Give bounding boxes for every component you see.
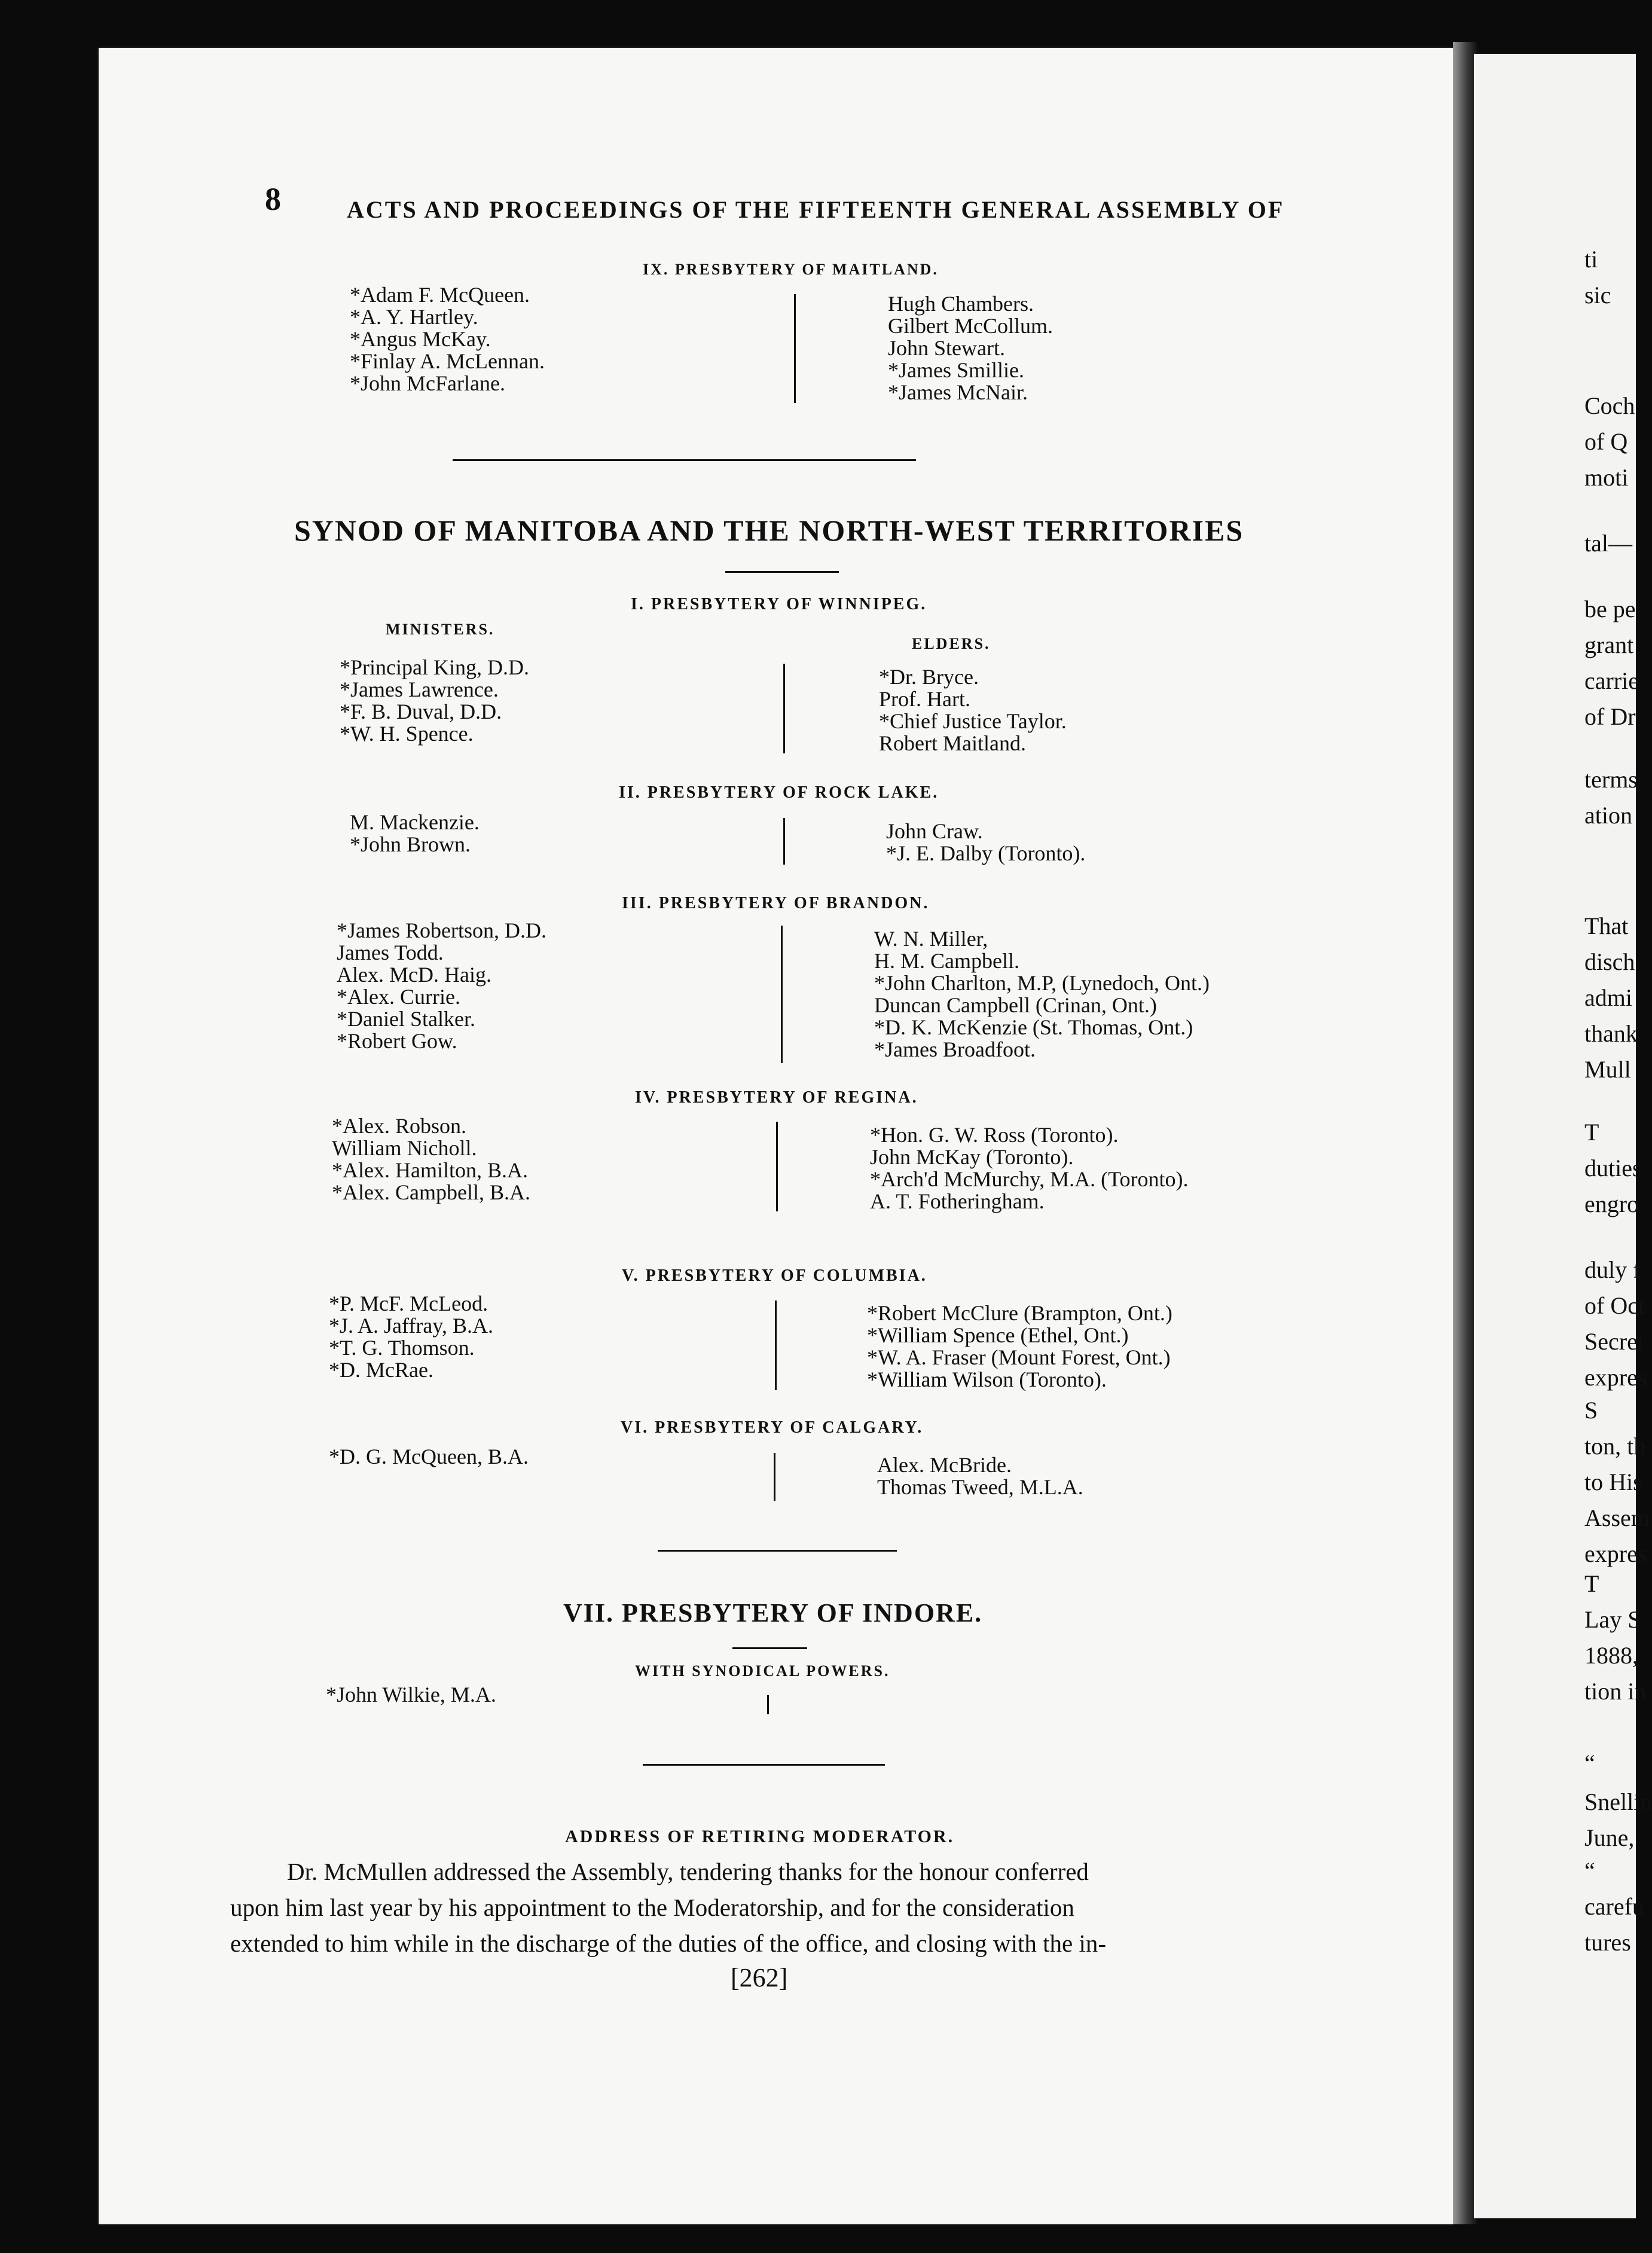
minister-name: *James Lawrence.	[340, 677, 499, 701]
elder-name: John McKay (Toronto).	[870, 1145, 1074, 1169]
paragraph-line: Dr. McMullen addressed the Assembly, tendering thanks for the honour conferred	[287, 1858, 1089, 1885]
minister-name: *Alex. Robson.	[332, 1114, 466, 1138]
facing-page-line: ton, th	[1584, 1433, 1646, 1460]
facing-page-line: T	[1584, 1570, 1599, 1597]
column-divider	[783, 818, 785, 865]
elder-name: Prof. Hart.	[879, 687, 970, 711]
facing-page-line: That	[1584, 912, 1629, 939]
elder-name: *Chief Justice Taylor.	[879, 709, 1067, 733]
winnipeg-elders	[879, 666, 1067, 755]
facing-page	[1474, 54, 1652, 2218]
minister-name: *John Brown.	[350, 832, 471, 856]
calgary-ministers	[329, 1446, 529, 1468]
facing-page-line: Snellin	[1584, 1788, 1652, 1815]
facing-page-line: duly f	[1584, 1256, 1641, 1283]
section-rule	[658, 1550, 897, 1552]
minister-name: *D. McRae.	[329, 1358, 433, 1382]
minister-name: *Angus McKay.	[350, 327, 491, 351]
minister-name: James Todd.	[337, 941, 444, 964]
page-number: 8	[265, 181, 281, 217]
facing-page-line: “	[1584, 1857, 1595, 1884]
elders-label: ELDERS.	[912, 635, 991, 652]
brandon-elders	[874, 928, 1210, 1061]
column-divider	[775, 1300, 777, 1390]
ministers-label: MINISTERS.	[386, 621, 495, 638]
elder-name: Thomas Tweed, M.L.A.	[877, 1475, 1083, 1499]
section-rule	[453, 459, 916, 461]
elder-name: Robert Maitland.	[879, 731, 1026, 755]
column-divider	[783, 664, 785, 753]
facing-page-line: terms	[1584, 766, 1638, 793]
minister-name: William Nicholl.	[332, 1136, 477, 1160]
presbytery-heading-brandon: III. PRESBYTERY OF BRANDON.	[622, 894, 930, 912]
rock-lake-ministers	[350, 811, 480, 856]
facing-page-line: ti	[1584, 246, 1598, 273]
elder-name: *Dr. Bryce.	[879, 665, 979, 689]
elder-name: *William Spence (Ethel, Ont.)	[867, 1323, 1129, 1347]
facing-page-line: to His	[1584, 1469, 1642, 1495]
minister-name: *John McFarlane.	[350, 371, 505, 395]
facing-page-line: of Q	[1584, 428, 1628, 455]
minister-name: *Alex. Campbell, B.A.	[332, 1180, 530, 1204]
facing-page-line: be pe	[1584, 596, 1636, 622]
minister-name: *W. H. Spence.	[340, 722, 474, 746]
facing-page-line: carefu	[1584, 1893, 1644, 1920]
presbytery-heading-columbia: V. PRESBYTERY OF COLUMBIA.	[622, 1266, 927, 1285]
elder-name: *James Smillie.	[888, 358, 1024, 382]
column-divider	[781, 926, 783, 1063]
brandon-ministers	[337, 920, 546, 1052]
elder-name: Alex. McBride.	[877, 1453, 1012, 1477]
minister-name: *T. G. Thomson.	[329, 1336, 475, 1360]
minister-name: *Robert Gow.	[337, 1029, 457, 1053]
indore-title: VII. PRESBYTERY OF INDORE.	[563, 1598, 983, 1628]
facing-page-line: expres	[1584, 1364, 1647, 1391]
facing-page-line: expres	[1584, 1540, 1647, 1567]
minister-name: *P. McF. McLeod.	[329, 1292, 488, 1315]
winnipeg-ministers	[340, 657, 529, 745]
facing-page-line: Mull	[1584, 1056, 1631, 1083]
regina-ministers	[332, 1115, 530, 1204]
facing-page-line: Assem	[1584, 1504, 1650, 1531]
minister-name: *A. Y. Hartley.	[350, 305, 478, 329]
facing-page-line: sic	[1584, 282, 1611, 309]
facing-page-line: disch	[1584, 948, 1635, 975]
indore-subtitle: WITH SYNODICAL POWERS.	[635, 1662, 890, 1680]
facing-page-line: tures	[1584, 1929, 1631, 1956]
facing-page-line: tion in	[1584, 1678, 1647, 1705]
facing-page-line: of Dr	[1584, 703, 1636, 730]
facing-page-line: tal—	[1584, 530, 1632, 557]
presbytery-heading-maitland: IX. PRESBYTERY OF MAITLAND.	[643, 261, 939, 278]
elder-name: *J. E. Dalby (Toronto).	[886, 841, 1086, 865]
facing-page-line: 1888,	[1584, 1642, 1638, 1669]
regina-elders	[870, 1124, 1189, 1213]
facing-page-line: S	[1584, 1397, 1598, 1424]
minister-name: *John Wilkie, M.A.	[326, 1683, 496, 1706]
minister-name: *Finlay A. McLennan.	[350, 349, 545, 373]
column-divider	[776, 1122, 778, 1211]
elder-name: H. M. Campbell.	[874, 949, 1019, 973]
elder-name: *William Wilson (Toronto).	[867, 1367, 1107, 1391]
elder-name: A. T. Fotheringham.	[870, 1189, 1045, 1213]
paragraph-line: upon him last year by his appointment to the Moderatorship, and for the consideration	[230, 1894, 1074, 1921]
elder-name: Duncan Campbell (Crinan, Ont.)	[874, 993, 1157, 1017]
folio-number: [262]	[731, 1963, 788, 1992]
elder-name: *James McNair.	[888, 380, 1028, 404]
maitland-ministers	[350, 284, 545, 395]
title-underline	[725, 571, 839, 573]
minister-name: Alex. McD. Haig.	[337, 963, 491, 987]
column-divider	[774, 1453, 775, 1501]
facing-page-line: June,	[1584, 1824, 1635, 1851]
elder-name: John Craw.	[886, 819, 983, 843]
facing-page-line: moti	[1584, 464, 1629, 491]
facing-page-line: Lay S	[1584, 1606, 1641, 1633]
minister-name: *Daniel Stalker.	[337, 1007, 475, 1031]
column-divider	[767, 1695, 769, 1714]
facing-page-line: admi	[1584, 984, 1632, 1011]
columbia-ministers	[329, 1293, 493, 1381]
minister-name: *Alex. Currie.	[337, 985, 460, 1009]
calgary-elders	[877, 1454, 1083, 1498]
elder-name: *Hon. G. W. Ross (Toronto).	[870, 1123, 1119, 1147]
facing-page-line: T	[1584, 1119, 1599, 1146]
column-divider	[794, 294, 796, 403]
presbytery-heading-winnipeg: I. PRESBYTERY OF WINNIPEG.	[631, 595, 927, 613]
minister-name: *Adam F. McQueen.	[350, 283, 530, 307]
facing-page-line: carrie	[1584, 667, 1639, 694]
elder-name: John Stewart.	[888, 336, 1005, 360]
elder-name: Hugh Chambers.	[888, 292, 1034, 316]
presbytery-heading-rock-lake: II. PRESBYTERY OF ROCK LAKE.	[619, 783, 939, 802]
facing-page-line: grant	[1584, 631, 1634, 658]
minister-name: *D. G. McQueen, B.A.	[329, 1445, 529, 1469]
elder-name: *Robert McClure (Brampton, Ont.)	[867, 1301, 1172, 1325]
presbytery-heading-calgary: VI. PRESBYTERY OF CALGARY.	[621, 1418, 924, 1437]
facing-page-line: ation	[1584, 802, 1632, 829]
facing-page-line: “	[1584, 1750, 1595, 1776]
minister-name: *J. A. Jaffray, B.A.	[329, 1314, 493, 1338]
minister-name: *Principal King, D.D.	[340, 655, 529, 679]
facing-page-line: of Oct	[1584, 1292, 1645, 1319]
elder-name: *John Charlton, M.P, (Lynedoch, Ont.)	[874, 971, 1210, 995]
elder-name: *James Broadfoot.	[874, 1037, 1036, 1061]
title-underline	[732, 1647, 807, 1649]
minister-name: M. Mackenzie.	[350, 810, 480, 834]
presbytery-heading-regina: IV. PRESBYTERY OF REGINA.	[635, 1088, 918, 1107]
elder-name: *D. K. McKenzie (St. Thomas, Ont.)	[874, 1015, 1193, 1039]
columbia-elders	[867, 1302, 1172, 1391]
minister-name: *James Robertson, D.D.	[337, 918, 546, 942]
section-rule	[643, 1764, 885, 1766]
minister-name: *F. B. Duval, D.D.	[340, 700, 502, 723]
facing-page-line: Secret	[1584, 1328, 1644, 1355]
elder-name: Gilbert McCollum.	[888, 314, 1053, 338]
maitland-elders	[888, 293, 1053, 404]
facing-page-line: duties	[1584, 1155, 1642, 1182]
address-heading: ADDRESS OF RETIRING MODERATOR.	[565, 1827, 955, 1846]
synod-title: SYNOD OF MANITOBA AND THE NORTH-WEST TERRITORIES	[294, 514, 1244, 547]
address-paragraph	[230, 1854, 1306, 1961]
book-gutter	[1453, 42, 1477, 2224]
elder-name: *Arch'd McMurchy, M.A. (Toronto).	[870, 1167, 1189, 1191]
elder-name: W. N. Miller,	[874, 927, 988, 951]
elder-name: *W. A. Fraser (Mount Forest, Ont.)	[867, 1345, 1171, 1369]
paragraph-line: extended to him while in the discharge of the duties of the office, and closing with the in-	[230, 1930, 1107, 1957]
facing-page-line: Coch	[1584, 392, 1635, 419]
facing-page-line: thank	[1584, 1020, 1638, 1047]
running-title: ACTS AND PROCEEDINGS OF THE FIFTEENTH GENERAL ASSEMBLY OF	[347, 196, 1285, 223]
minister-name: *Alex. Hamilton, B.A.	[332, 1158, 528, 1182]
rock-lake-elders	[886, 820, 1085, 865]
facing-page-line: engro	[1584, 1190, 1639, 1217]
